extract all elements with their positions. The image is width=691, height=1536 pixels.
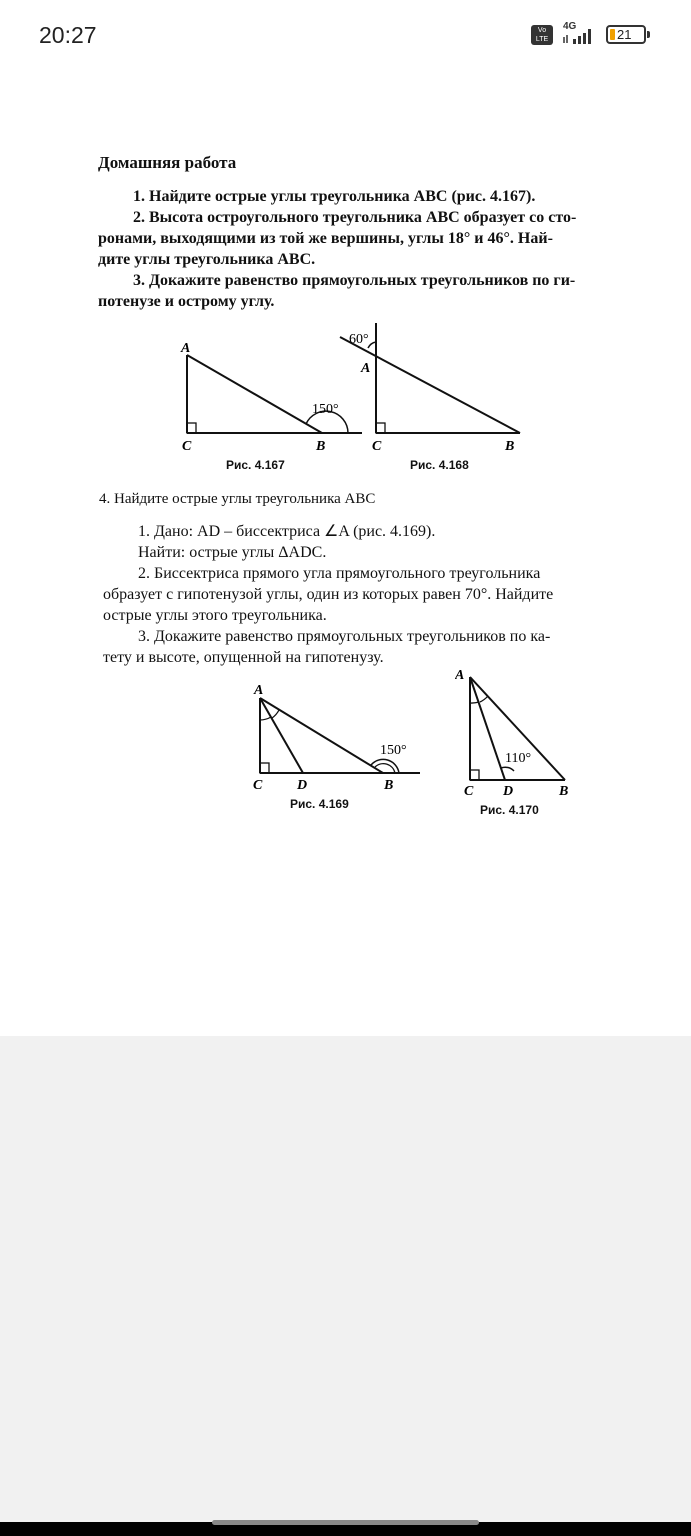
caption-4-169: Рис. 4.169: [290, 797, 349, 811]
home-gesture-handle[interactable]: [212, 1520, 479, 1525]
caption-4-170: Рис. 4.170: [480, 803, 539, 817]
status-bar: [0, 0, 691, 70]
block2-line7: тету и высоте, опущенной на гипотенузу.: [103, 649, 384, 666]
empty-area: [0, 1036, 691, 1526]
fig167-angle-label: 150°: [312, 402, 339, 417]
fig170-label-b: B: [559, 784, 569, 799]
fig170-angle-label: 110°: [505, 751, 532, 766]
fig170-label-d: D: [503, 784, 514, 799]
block2-line6: 3. Докажите равенство прямоугольных треугольников по ка-: [138, 628, 551, 645]
block1-line4: дите углы треугольника ABC.: [98, 251, 316, 268]
fig170-label-a: A: [455, 668, 465, 683]
block1-line3: ронами, выходящими из той же вершины, углы 18° и 46°. Най-: [98, 230, 553, 247]
battery-percent: 21: [617, 27, 632, 42]
caption-4-167: Рис. 4.167: [226, 458, 285, 472]
signal-icon: [561, 21, 601, 47]
block1-line1: 1. Найдите острые углы треугольника ABC (рис. 4.167).: [133, 188, 536, 205]
fig167-label-c: C: [182, 439, 192, 454]
fig168-label-a: A: [361, 361, 371, 376]
figure-4-169: [245, 680, 425, 795]
block2-line5: острые углы этого треугольника.: [103, 607, 327, 624]
block2-line4: образует с гипотенузой углы, один из которых равен 70°. Найдите: [103, 586, 554, 603]
fig169-label-a: A: [254, 683, 264, 698]
task-4: 4. Найдите острые углы треугольника ABC: [99, 491, 376, 507]
fig169-label-b: B: [384, 778, 394, 793]
block2-line3: 2. Биссектриса прямого угла прямоугольного треугольника: [138, 565, 541, 582]
figure-4-170: [455, 665, 575, 800]
block1-line5: 3. Докажите равенство прямоугольных треугольников по ги-: [133, 272, 576, 289]
fig167-label-b: B: [316, 439, 326, 454]
fig169-angle-label: 150°: [380, 743, 407, 758]
fig170-label-c: C: [464, 784, 474, 799]
block1-line2: 2. Высота остроугольного треугольника ABC образует со сто-: [133, 209, 577, 226]
fig168-angle-label: 60°: [349, 332, 369, 347]
caption-4-168: Рис. 4.168: [410, 458, 469, 472]
clock: 20:27: [39, 22, 97, 48]
fig167-label-a: A: [181, 341, 191, 356]
fig169-label-c: C: [253, 778, 263, 793]
page-title: Домашняя работа: [98, 153, 237, 172]
fig168-label-c: C: [372, 439, 382, 454]
volte-icon: Vo LTE: [531, 25, 553, 45]
fig169-label-d: D: [297, 778, 308, 793]
block1-line6: потенузе и острому углу.: [98, 293, 275, 310]
network-type: 4G: [563, 21, 577, 32]
figure-4-168: [335, 315, 525, 455]
battery-icon: [606, 25, 646, 44]
block2-line2: Найти: острые углы ΔADC.: [138, 544, 327, 561]
block2-line1: 1. Дано: AD – биссектриса ∠A (рис. 4.169).: [138, 523, 436, 540]
fig168-label-b: B: [505, 439, 515, 454]
